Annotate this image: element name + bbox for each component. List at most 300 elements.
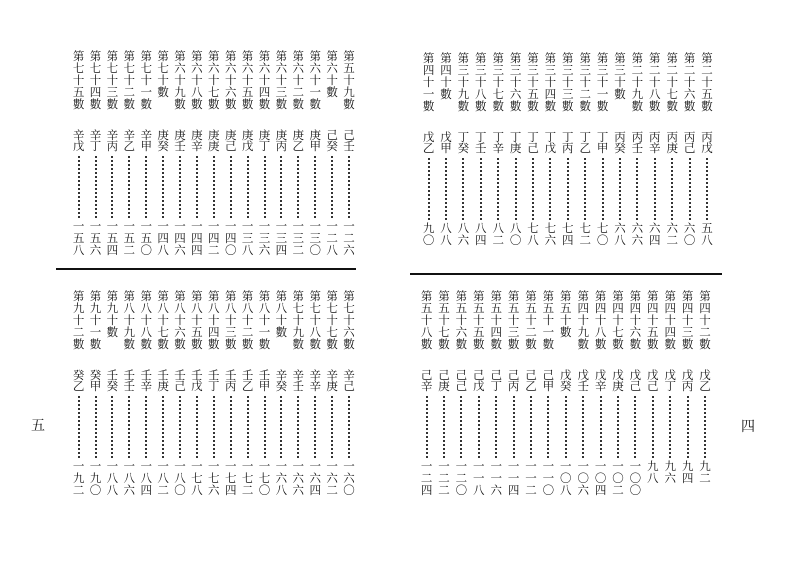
entry-label: 第六十一數: [309, 49, 321, 111]
dot-leader: [145, 156, 147, 218]
entry-stems: 己癸: [326, 128, 338, 153]
dot-leader: [480, 158, 482, 220]
dot-leader: [128, 396, 130, 458]
entry-value: 一四二: [208, 219, 220, 257]
entry-column: [122, 50, 136, 255]
entry-stems: 丁壬: [475, 130, 487, 155]
entry-column: [258, 50, 272, 255]
dot-leader: [331, 396, 333, 458]
entry-label: 第四十四數: [664, 289, 676, 351]
dot-leader: [280, 156, 282, 218]
entry-value: 一六六: [292, 459, 305, 497]
entry-column: [156, 290, 170, 495]
dot-leader: [348, 156, 350, 218]
entry-value: 七八: [527, 221, 539, 247]
entry-column: [681, 290, 695, 495]
entry-label: 第八十五數: [191, 289, 203, 351]
dot-leader: [145, 396, 147, 458]
entry-column: [224, 50, 238, 255]
dot-leader: [654, 158, 656, 220]
entry-value: 五八: [701, 221, 713, 247]
entry-column: [325, 50, 339, 255]
entry-value: 八六: [457, 221, 470, 247]
dot-leader: [331, 156, 333, 218]
entry-stems: 丙癸: [614, 130, 626, 155]
entry-value: 九二: [699, 459, 711, 485]
entry-value: 一六八: [275, 459, 288, 497]
entry-value: 一七四: [224, 459, 237, 497]
entry-column: [559, 290, 573, 495]
entry-value: 一七六: [208, 459, 220, 497]
entry-label: 第四十六數: [629, 289, 642, 351]
entry-value: 一五六: [89, 219, 102, 257]
entry-stems: 戊辛: [594, 368, 607, 393]
entry-stems: 辛丁: [89, 128, 102, 153]
entry-value: 九六: [664, 459, 676, 485]
entry-value: 一四八: [157, 219, 169, 257]
entry-stems: 辛辛: [309, 368, 321, 393]
entry-label: 第二十五數: [701, 51, 713, 113]
dot-leader: [547, 396, 549, 458]
entry-label: 第八十九數: [123, 289, 136, 351]
entry-label: 第五十一數: [542, 289, 555, 351]
dot-leader: [247, 156, 249, 218]
entry-value: 七四: [562, 221, 574, 247]
entry-value: 一五四: [106, 219, 119, 257]
entry-stems: 丙戊: [701, 130, 713, 155]
entry-column: [224, 290, 238, 495]
entry-column: [648, 52, 662, 257]
entry-label: 第三十一數: [596, 51, 609, 113]
entry-stems: 壬癸: [106, 368, 119, 393]
dot-leader: [426, 396, 428, 458]
dot-leader: [128, 156, 130, 218]
entry-value: 一六四: [309, 459, 321, 497]
entry-value: 一五〇: [140, 219, 152, 257]
entry-column: [509, 52, 523, 257]
entry-column: [105, 290, 119, 495]
dot-leader: [634, 396, 636, 458]
entry-column: [526, 52, 540, 257]
entry-label: 第六十七數: [208, 49, 220, 111]
entry-stems: 己壬: [343, 128, 355, 153]
entry-value: 八四: [475, 221, 487, 247]
entry-label: 第五十二數: [525, 289, 537, 351]
entry-stems: 己甲: [542, 368, 555, 393]
entry-label: 第三十六數: [509, 51, 522, 113]
dot-leader: [495, 396, 497, 458]
entry-label: 第三十四數: [544, 51, 557, 113]
dot-leader: [478, 396, 480, 458]
entry-stems: 戊乙: [699, 368, 711, 393]
entry-column: [122, 290, 136, 495]
dot-leader: [636, 158, 638, 220]
entry-label: 第四十五數: [647, 289, 659, 351]
dot-leader: [95, 156, 97, 218]
entry-stems: 丁辛: [492, 130, 504, 155]
entry-label: 第六十三數: [275, 49, 288, 111]
entry-stems: 壬甲: [258, 368, 271, 393]
entry-value: 一〇四: [594, 459, 607, 497]
dot-leader: [619, 158, 621, 220]
entry-stems: 己己: [455, 368, 468, 393]
entry-value: 一七八: [191, 459, 203, 497]
entry-column: [89, 50, 103, 255]
entry-label: 第六十八數: [191, 49, 203, 111]
dot-leader: [687, 396, 689, 458]
entry-label: 第八十一數: [258, 289, 271, 351]
entry-stems: 己庚: [438, 368, 450, 393]
entry-value: 一三四: [275, 219, 288, 257]
dot-leader: [462, 158, 464, 220]
entry-column: [190, 290, 204, 495]
entry-label: 第五十四數: [490, 289, 502, 351]
entry-label: 第五十五數: [473, 289, 485, 351]
entry-value: 六二: [666, 221, 678, 247]
entry-stems: 壬乙: [241, 368, 254, 393]
entry-label: 第六十二數: [292, 49, 305, 111]
entry-value: 一五二: [123, 219, 136, 257]
dot-leader: [532, 158, 534, 220]
entry-column: [420, 290, 434, 495]
entry-column: [507, 290, 521, 495]
entry-stems: 庚己: [224, 128, 237, 153]
entry-stems: 庚辛: [191, 128, 203, 153]
entry-stems: 辛丙: [106, 128, 119, 153]
entry-column: [422, 52, 436, 257]
entry-value: 八〇: [509, 221, 522, 247]
entry-value: 一九〇: [89, 459, 102, 497]
dot-leader: [230, 156, 232, 218]
entry-stems: 癸乙: [72, 368, 85, 393]
entry-column: [698, 290, 712, 495]
entry-column: [308, 290, 322, 495]
dot-leader: [445, 158, 447, 220]
entry-label: 第二十七數: [666, 51, 678, 113]
entry-column: [274, 290, 288, 495]
dot-leader: [264, 156, 266, 218]
entry-value: 一六〇: [343, 459, 355, 497]
dot-leader: [111, 156, 113, 218]
entry-stems: 丙辛: [649, 130, 661, 155]
dot-leader: [443, 396, 445, 458]
entry-value: 一二二: [438, 459, 450, 497]
left-divider-rule: [56, 268, 356, 270]
dot-leader: [213, 156, 215, 218]
entry-value: 一五八: [72, 219, 85, 257]
entry-stems: 壬己: [174, 368, 186, 393]
entry-stems: 辛乙: [123, 128, 136, 153]
entry-stems: 己辛: [420, 368, 433, 393]
entry-label: 第七十五數: [72, 49, 85, 111]
entry-column: [173, 290, 187, 495]
entry-label: 第八十六數: [174, 289, 186, 351]
entry-column: [663, 290, 677, 495]
entry-label: 第七十二數: [123, 49, 136, 111]
entry-value: 一一四: [507, 459, 520, 497]
entry-label: 第九十一數: [89, 289, 102, 351]
entry-stems: 丙壬: [631, 130, 644, 155]
dot-leader: [671, 158, 673, 220]
dot-leader: [179, 156, 181, 218]
entry-column: [646, 290, 660, 495]
dot-leader: [314, 396, 316, 458]
dot-leader: [264, 396, 266, 458]
entry-stems: 壬壬: [123, 368, 136, 393]
entry-value: 一八二: [157, 459, 169, 497]
entry-column: [207, 50, 221, 255]
entry-label: 第八十四數: [208, 289, 220, 351]
dot-leader: [280, 396, 282, 458]
entry-value: 一一六: [490, 459, 502, 497]
entry-value: 六四: [649, 221, 661, 247]
entry-label: 第六十四數: [258, 49, 271, 111]
dot-leader: [78, 156, 80, 218]
entry-column: [308, 50, 322, 255]
entry-column: [700, 52, 714, 257]
entry-value: 九八: [647, 459, 659, 485]
dot-leader: [704, 396, 706, 458]
dot-leader: [230, 396, 232, 458]
entry-value: 一〇六: [577, 459, 589, 497]
entry-column: [439, 52, 453, 257]
entry-stems: 庚甲: [309, 128, 321, 153]
entry-value: 七六: [544, 221, 557, 247]
entry-label: 第五十八數: [420, 289, 433, 351]
entry-label: 第二十六數: [683, 51, 696, 113]
entry-value: 一三二: [292, 219, 305, 257]
entry-label: 第九十二數: [72, 289, 85, 351]
entry-label: 第三十八數: [475, 51, 487, 113]
entry-label: 第六十六數: [224, 49, 237, 111]
entry-stems: 庚癸: [157, 128, 169, 153]
entry-value: 一二四: [420, 459, 433, 497]
dot-leader: [196, 156, 198, 218]
dot-leader: [78, 396, 80, 458]
entry-stems: 丁甲: [596, 130, 609, 155]
dot-leader: [247, 396, 249, 458]
entry-stems: 丁癸: [457, 130, 470, 155]
entry-column: [472, 290, 486, 495]
entry-stems: 戊乙: [422, 130, 435, 155]
entry-stems: 丁庚: [509, 130, 522, 155]
entry-label: 第八十二數: [241, 289, 254, 351]
entry-column: [489, 290, 503, 495]
entry-value: 一七二: [241, 459, 254, 497]
entry-stems: 己戊: [473, 368, 485, 393]
entry-label: 第五十三數: [507, 289, 520, 351]
entry-column: [342, 50, 356, 255]
entry-value: 一二六: [343, 219, 355, 257]
entry-label: 第五十六數: [455, 289, 468, 351]
entry-column: [683, 52, 697, 257]
entry-column: [291, 290, 305, 495]
dot-leader: [196, 396, 198, 458]
entry-value: 一三〇: [309, 219, 321, 257]
entry-stems: 戊丁: [664, 368, 676, 393]
right-page-number: 四: [741, 419, 755, 435]
entry-stems: 癸甲: [89, 368, 102, 393]
dot-leader: [162, 396, 164, 458]
entry-label: 第七十數: [157, 49, 169, 99]
entry-value: 六八: [614, 221, 626, 247]
entry-label: 第四十一數: [422, 51, 435, 113]
entry-value: 七〇: [596, 221, 609, 247]
entry-stems: 壬辛: [140, 368, 152, 393]
entry-column: [325, 290, 339, 495]
entry-label: 第七十一數: [140, 49, 152, 111]
entry-stems: 庚戊: [241, 128, 254, 153]
dot-leader: [600, 396, 602, 458]
entry-label: 第七十三數: [106, 49, 119, 111]
entry-label: 第五十七數: [438, 289, 450, 351]
dot-leader: [706, 158, 708, 220]
dot-leader: [602, 158, 604, 220]
entry-column: [456, 52, 470, 257]
entry-column: [474, 52, 488, 257]
dot-leader: [617, 396, 619, 458]
dot-leader: [297, 156, 299, 218]
entry-stems: 庚丁: [258, 128, 271, 153]
entry-value: 六六: [631, 221, 644, 247]
entry-label: 第六十數: [326, 49, 338, 99]
entry-label: 第三十九數: [457, 51, 470, 113]
entry-column: [561, 52, 575, 257]
dot-leader: [515, 158, 517, 220]
entry-column: [241, 50, 255, 255]
entry-stems: 庚乙: [292, 128, 305, 153]
entry-label: 第二十九數: [631, 51, 644, 113]
entry-value: 一七〇: [258, 459, 271, 497]
entry-label: 第八十八數: [140, 289, 152, 351]
entry-stems: 戊庚: [612, 368, 624, 393]
entry-stems: 丁戊: [544, 130, 557, 155]
entry-value: 一四四: [191, 219, 203, 257]
dot-leader: [669, 396, 671, 458]
entry-value: 一八八: [106, 459, 119, 497]
entry-stems: 壬丁: [208, 368, 220, 393]
entry-stems: 戊己: [629, 368, 642, 393]
entry-stems: 丁己: [527, 130, 539, 155]
dot-leader: [652, 396, 654, 458]
entry-value: 一四〇: [224, 219, 237, 257]
entry-label: 第五十數: [560, 289, 572, 339]
entry-column: [291, 50, 305, 255]
entry-value: 九四: [681, 459, 694, 485]
entry-column: [89, 290, 103, 495]
entry-label: 第三十五數: [527, 51, 539, 113]
entry-column: [454, 290, 468, 495]
entry-column: [139, 50, 153, 255]
entry-value: 九〇: [422, 221, 435, 247]
entry-label: 第七十六數: [343, 289, 355, 351]
entry-value: 一三八: [241, 219, 254, 257]
entry-label: 第八十三數: [224, 289, 237, 351]
entry-stems: 辛壬: [292, 368, 305, 393]
entry-column: [665, 52, 679, 257]
entry-stems: 己丁: [490, 368, 502, 393]
entry-label: 第二十八數: [649, 51, 661, 113]
dot-leader: [111, 396, 113, 458]
entry-column: [576, 290, 590, 495]
entry-stems: 丁乙: [579, 130, 591, 155]
entry-column: [105, 50, 119, 255]
entry-column: [596, 52, 610, 257]
entry-column: [524, 290, 538, 495]
entry-label: 第九十數: [106, 289, 119, 339]
entry-label: 第三十數: [614, 51, 626, 101]
entry-stems: 丙庚: [666, 130, 678, 155]
entry-column: [207, 290, 221, 495]
dot-leader: [565, 396, 567, 458]
entry-value: 八八: [440, 221, 452, 247]
entry-stems: 己丙: [507, 368, 520, 393]
entry-value: 一八六: [123, 459, 136, 497]
entry-label: 第七十八數: [309, 289, 321, 351]
dot-leader: [689, 158, 691, 220]
entry-label: 第六十五數: [241, 49, 254, 111]
entry-stems: 壬庚: [157, 368, 169, 393]
entry-column: [491, 52, 505, 257]
dot-leader: [297, 396, 299, 458]
dot-leader: [584, 158, 586, 220]
entry-column: [156, 50, 170, 255]
dot-leader: [179, 396, 181, 458]
entry-label: 第八十數: [275, 289, 288, 339]
dot-leader: [162, 156, 164, 218]
entry-value: 一〇二: [612, 459, 624, 497]
entry-column: [594, 290, 608, 495]
dot-leader: [213, 396, 215, 458]
entry-column: [437, 290, 451, 495]
left-page-number: 五: [31, 418, 45, 434]
entry-value: 八二: [492, 221, 504, 247]
entry-label: 第三十二數: [579, 51, 591, 113]
dot-leader: [582, 396, 584, 458]
entry-label: 第七十七數: [326, 289, 338, 351]
entry-stems: 辛癸: [275, 368, 288, 393]
entry-value: 一八四: [140, 459, 152, 497]
entry-column: [630, 52, 644, 257]
entry-label: 第六十九數: [174, 49, 186, 111]
entry-column: [543, 52, 557, 257]
dot-leader: [348, 396, 350, 458]
entry-label: 第四十八數: [594, 289, 607, 351]
entry-stems: 戊己: [647, 368, 659, 393]
entry-label: 第四十三數: [681, 289, 694, 351]
entry-label: 第七十四數: [89, 49, 102, 111]
entry-column: [139, 290, 153, 495]
entry-label: 第四十九數: [577, 289, 589, 351]
entry-stems: 壬戊: [191, 368, 203, 393]
entry-label: 第四十數: [440, 51, 452, 101]
entry-column: [274, 50, 288, 255]
entry-column: [173, 50, 187, 255]
entry-value: 一〇〇: [629, 459, 642, 497]
entry-value: 一〇八: [560, 459, 572, 497]
entry-stems: 丁丙: [562, 130, 574, 155]
entry-value: 七二: [579, 221, 591, 247]
dot-leader: [497, 158, 499, 220]
entry-stems: 庚丙: [275, 128, 288, 153]
entry-value: 一四六: [174, 219, 186, 257]
dot-leader: [95, 396, 97, 458]
dot-leader: [530, 396, 532, 458]
entry-column: [578, 52, 592, 257]
entry-column: [613, 52, 627, 257]
entry-value: 一一八: [473, 459, 485, 497]
entry-column: [611, 290, 625, 495]
